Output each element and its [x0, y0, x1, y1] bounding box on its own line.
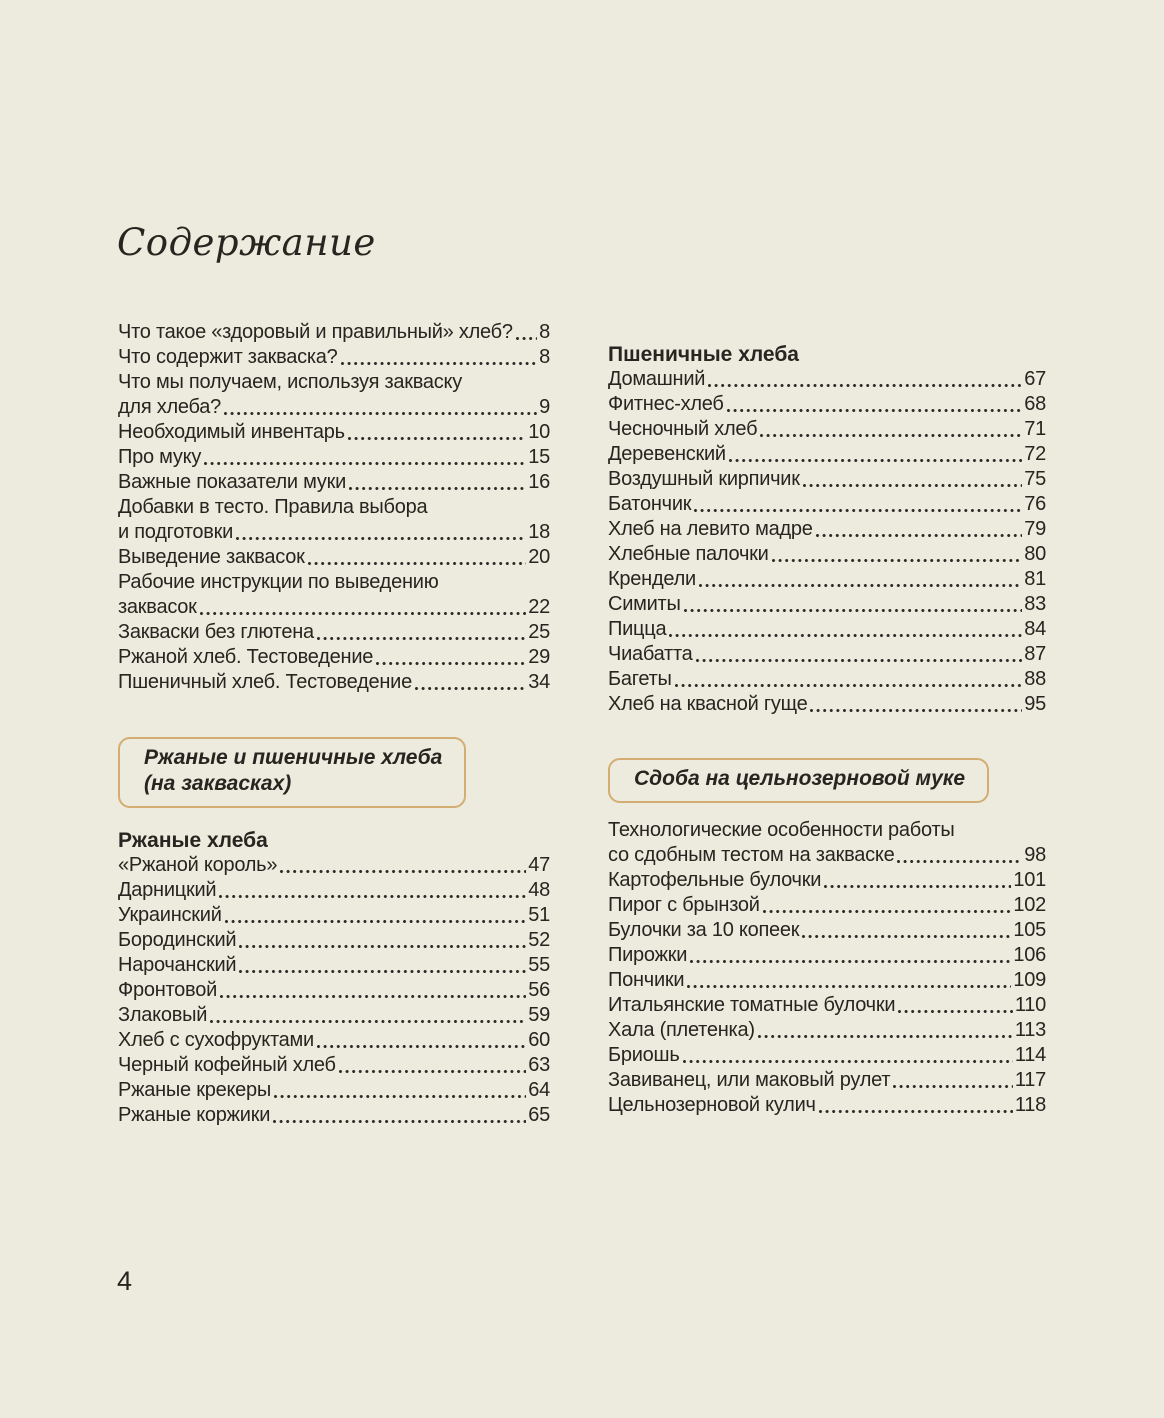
dot-leader — [690, 960, 1011, 963]
dot-leader — [763, 910, 1012, 913]
toc-entry — [608, 642, 1046, 667]
toc-entry-title: Пирог с брынзой — [608, 894, 760, 916]
toc-entry — [118, 320, 550, 345]
toc-entry-page: 101 — [1013, 869, 1046, 891]
toc-entry-title: для хлеба? — [118, 396, 222, 418]
toc-entry — [608, 1018, 1046, 1043]
toc-right-column — [608, 342, 1046, 1118]
toc-entry-title: Пшеничный хлеб. Тестоведение — [118, 671, 412, 693]
toc-entry-title: Украинский — [118, 904, 222, 926]
toc-entry-title: Дарницкий — [118, 879, 217, 901]
dot-leader — [273, 1120, 526, 1123]
dot-leader — [415, 687, 526, 690]
dot-leader — [239, 945, 526, 948]
toc-entry — [118, 670, 550, 695]
toc-entry — [118, 903, 550, 928]
toc-entry-page: 67 — [1024, 368, 1046, 390]
toc-entry-page: 8 — [539, 346, 550, 368]
toc-sdoba-list — [608, 818, 1046, 1118]
toc-entry-title: Багеты — [608, 668, 672, 690]
toc-entry-page: 18 — [528, 521, 550, 543]
dot-leader — [210, 1020, 526, 1023]
toc-entry — [118, 345, 550, 370]
toc-entry-page: 64 — [528, 1079, 550, 1101]
toc-entry-title: Технологические особенности работы — [608, 819, 955, 841]
dot-leader — [802, 935, 1011, 938]
toc-entry — [118, 370, 550, 395]
toc-entry-title: Хала (плетенка) — [608, 1019, 755, 1041]
toc-entry — [118, 420, 550, 445]
toc-entry-title: Батончик — [608, 493, 692, 515]
toc-entry-page: 47 — [528, 854, 550, 876]
dot-leader — [220, 995, 526, 998]
toc-entry-title: Пирожки — [608, 944, 688, 966]
dot-leader — [317, 637, 526, 640]
toc-entry — [608, 692, 1046, 717]
toc-entry-page: 84 — [1024, 618, 1046, 640]
toc-entry-title: Выведение заквасок — [118, 546, 305, 568]
toc-entry-title: Важные показатели муки — [118, 471, 347, 493]
toc-entry-page: 81 — [1024, 568, 1046, 590]
dot-leader — [236, 537, 526, 540]
dot-leader — [810, 709, 1022, 712]
toc-entry — [118, 853, 550, 878]
toc-entry-page: 117 — [1014, 1069, 1046, 1091]
dot-leader — [687, 985, 1011, 988]
toc-entry-title: Крендели — [608, 568, 696, 590]
dot-leader — [274, 1095, 526, 1098]
dot-leader — [348, 437, 526, 440]
toc-entry-page: 118 — [1014, 1094, 1046, 1116]
toc-entry-page: 20 — [528, 546, 550, 568]
toc-entry-title: Хлеб на квасной гуще — [608, 693, 808, 715]
dot-leader — [758, 1035, 1013, 1038]
dot-leader — [819, 1110, 1013, 1113]
toc-entry — [608, 943, 1046, 968]
toc-entry-title: Булочки за 10 копеек — [608, 919, 800, 941]
toc-entry-title: Домашний — [608, 368, 706, 390]
toc-entry-page: 102 — [1013, 894, 1046, 916]
dot-leader — [225, 920, 527, 923]
toc-entry-page: 10 — [528, 421, 550, 443]
toc-entry-title: Ржаные коржики — [118, 1104, 271, 1126]
toc-entry — [608, 542, 1046, 567]
toc-entry-title: Ржаной хлеб. Тестоведение — [118, 646, 374, 668]
toc-entry-page: 71 — [1024, 418, 1046, 440]
toc-left-column — [118, 320, 550, 1128]
toc-entry — [608, 367, 1046, 392]
toc-entry-title: Завиванец, или маковый рулет — [608, 1069, 891, 1091]
toc-entry-title: Рабочие инструкции по выведению — [118, 571, 439, 593]
toc-entry-title: Хлеб с сухофруктами — [118, 1029, 314, 1051]
dot-leader — [280, 870, 526, 873]
dot-leader — [308, 562, 527, 565]
toc-entry-title: Симиты — [608, 593, 681, 615]
dot-leader — [699, 584, 1022, 587]
dot-leader — [675, 684, 1023, 687]
toc-entry-title: Бородинский — [118, 929, 237, 951]
toc-entry-title: Чиабатта — [608, 643, 693, 665]
toc-entry-title: Цельнозерновой кулич — [608, 1094, 816, 1116]
dot-leader — [729, 459, 1022, 462]
toc-entry — [118, 470, 550, 495]
toc-entry-page: 56 — [528, 979, 550, 1001]
toc-entry-page: 16 — [528, 471, 550, 493]
toc-entry — [118, 978, 550, 1003]
dot-leader — [341, 362, 538, 365]
toc-entry — [118, 395, 550, 420]
toc-entry-title: Злаковый — [118, 1004, 208, 1026]
dot-leader — [694, 509, 1022, 512]
toc-entry-page: 98 — [1024, 844, 1046, 866]
toc-entry-page: 110 — [1014, 994, 1046, 1016]
toc-entry — [608, 1093, 1046, 1118]
toc-entry-page: 25 — [528, 621, 550, 643]
toc-entry — [608, 567, 1046, 592]
toc-entry-title: Пицца — [608, 618, 667, 640]
section-box-line1: Сдоба на цельнозерновой муке — [634, 767, 966, 790]
toc-intro-list — [118, 320, 550, 695]
dot-leader — [727, 409, 1023, 412]
toc-entry-page: 8 — [539, 321, 550, 343]
toc-entry-title: Нарочанский — [118, 954, 237, 976]
toc-entry-page: 83 — [1024, 593, 1046, 615]
toc-entry-page: 15 — [528, 446, 550, 468]
dot-leader — [683, 1060, 1013, 1063]
toc-entry — [118, 570, 550, 595]
toc-entry — [608, 617, 1046, 642]
toc-entry-title: со сдобным тестом на закваске — [608, 844, 895, 866]
toc-entry — [608, 968, 1046, 993]
toc-entry-title: Закваски без глютена — [118, 621, 314, 643]
toc-entry — [118, 1078, 550, 1103]
toc-entry — [118, 595, 550, 620]
toc-entry-page: 63 — [528, 1054, 550, 1076]
toc-rye-list — [118, 853, 550, 1128]
section-box-rye-and-wheat — [118, 737, 466, 808]
toc-entry — [118, 645, 550, 670]
toc-entry-page: 68 — [1024, 393, 1046, 415]
toc-entry-page: 22 — [528, 596, 550, 618]
dot-leader — [200, 612, 527, 615]
toc-entry-page: 105 — [1013, 919, 1046, 941]
toc-entry-title: Что мы получаем, используя закваску — [118, 371, 463, 393]
toc-entry — [118, 1028, 550, 1053]
dot-leader — [696, 659, 1023, 662]
toc-entry-page: 80 — [1024, 543, 1046, 565]
toc-entry — [118, 545, 550, 570]
dot-leader — [376, 662, 526, 665]
toc-entry-page: 72 — [1024, 443, 1046, 465]
toc-entry-page: 109 — [1013, 969, 1046, 991]
toc-entry-page: 79 — [1024, 518, 1046, 540]
toc-entry-page: 59 — [528, 1004, 550, 1026]
toc-entry — [118, 620, 550, 645]
dot-leader — [708, 384, 1022, 387]
toc-entry-title: Пончики — [608, 969, 685, 991]
toc-entry-page: 34 — [528, 671, 550, 693]
toc-entry-title: Картофельные булочки — [608, 869, 822, 891]
toc-entry — [608, 1043, 1046, 1068]
toc-entry — [608, 918, 1046, 943]
toc-entry-page: 95 — [1024, 693, 1046, 715]
toc-entry — [608, 843, 1046, 868]
toc-entry-page: 114 — [1014, 1044, 1046, 1066]
toc-entry-title: Черный кофейный хлеб — [118, 1054, 336, 1076]
toc-entry-title: Бриошь — [608, 1044, 680, 1066]
toc-entry-page: 76 — [1024, 493, 1046, 515]
toc-entry-title: Итальянские томатные булочки — [608, 994, 896, 1016]
toc-entry-title: Добавки в тесто. Правила выбора — [118, 496, 428, 518]
toc-entry-title: и подготовки — [118, 521, 234, 543]
toc-entry-title: Что содержит закваска? — [118, 346, 338, 368]
dot-leader — [760, 434, 1022, 437]
toc-entry — [118, 1053, 550, 1078]
toc-entry-title: «Ржаной король» — [118, 854, 278, 876]
toc-entry-title: Хлебные палочки — [608, 543, 769, 565]
dot-leader — [349, 487, 526, 490]
toc-entry — [608, 392, 1046, 417]
dot-leader — [898, 1010, 1013, 1013]
dot-leader — [893, 1085, 1013, 1088]
toc-entry — [608, 492, 1046, 517]
toc-entry-title: Необходимый инвентарь — [118, 421, 345, 443]
toc-entry — [118, 520, 550, 545]
toc-entry — [118, 1103, 550, 1128]
dot-leader — [224, 412, 537, 415]
toc-entry-page: 87 — [1024, 643, 1046, 665]
toc-entry-page: 60 — [528, 1029, 550, 1051]
toc-entry-page: 88 — [1024, 668, 1046, 690]
section-box-sdoba — [608, 758, 989, 803]
dot-leader — [239, 970, 526, 973]
toc-entry-title: Что такое «здоровый и правильный» хлеб? — [118, 321, 513, 343]
toc-entry — [118, 878, 550, 903]
toc-entry-page: 48 — [528, 879, 550, 901]
toc-entry-title: Фитнес-хлеб — [608, 393, 724, 415]
toc-entry-title: Про муку — [118, 446, 202, 468]
section-box-line1: Ржаные и пшеничные хлеба — [144, 746, 443, 769]
toc-entry-title: Ржаные крекеры — [118, 1079, 272, 1101]
toc-entry — [608, 667, 1046, 692]
dot-leader — [669, 634, 1022, 637]
page-title: Содержание — [117, 221, 376, 264]
toc-entry-page: 113 — [1014, 1019, 1046, 1041]
toc-wheat-list — [608, 367, 1046, 717]
toc-entry-page: 52 — [528, 929, 550, 951]
dot-leader — [516, 337, 537, 340]
toc-entry-page: 55 — [528, 954, 550, 976]
toc-entry — [608, 993, 1046, 1018]
toc-entry — [608, 592, 1046, 617]
dot-leader — [317, 1045, 526, 1048]
subsection-header-wheat: Пшеничные хлеба — [608, 343, 799, 366]
toc-entry-page: 65 — [528, 1104, 550, 1126]
section-box-line2: (на заквасках) — [144, 772, 292, 795]
dot-leader — [339, 1070, 527, 1073]
dot-leader — [897, 860, 1022, 863]
toc-entry — [608, 868, 1046, 893]
toc-entry — [608, 818, 1046, 843]
dot-leader — [684, 609, 1023, 612]
subsection-header-rye: Ржаные хлеба — [118, 829, 268, 852]
dot-leader — [824, 885, 1011, 888]
toc-entry-title: Чесночный хлеб — [608, 418, 758, 440]
dot-leader — [816, 534, 1023, 537]
toc-entry — [118, 445, 550, 470]
toc-entry — [608, 467, 1046, 492]
dot-leader — [772, 559, 1023, 562]
toc-entry-title: Деревенский — [608, 443, 726, 465]
page-number: 4 — [117, 1266, 133, 1296]
dot-leader — [204, 462, 526, 465]
toc-entry-page: 75 — [1024, 468, 1046, 490]
toc-entry — [118, 953, 550, 978]
toc-entry-title: Фронтовой — [118, 979, 217, 1001]
toc-entry — [118, 495, 550, 520]
toc-entry-title: Хлеб на левито мадре — [608, 518, 813, 540]
dot-leader — [803, 484, 1023, 487]
toc-entry-page: 9 — [539, 396, 550, 418]
toc-entry — [608, 517, 1046, 542]
toc-entry — [118, 928, 550, 953]
toc-entry-page: 51 — [528, 904, 550, 926]
toc-entry — [608, 442, 1046, 467]
toc-entry-title: Воздушный кирпичик — [608, 468, 800, 490]
toc-entry — [608, 1068, 1046, 1093]
toc-entry-page: 106 — [1013, 944, 1046, 966]
toc-entry-page: 29 — [528, 646, 550, 668]
toc-entry — [118, 1003, 550, 1028]
toc-entry — [608, 417, 1046, 442]
toc-entry-title: заквасок — [118, 596, 197, 618]
dot-leader — [219, 895, 526, 898]
toc-entry — [608, 893, 1046, 918]
